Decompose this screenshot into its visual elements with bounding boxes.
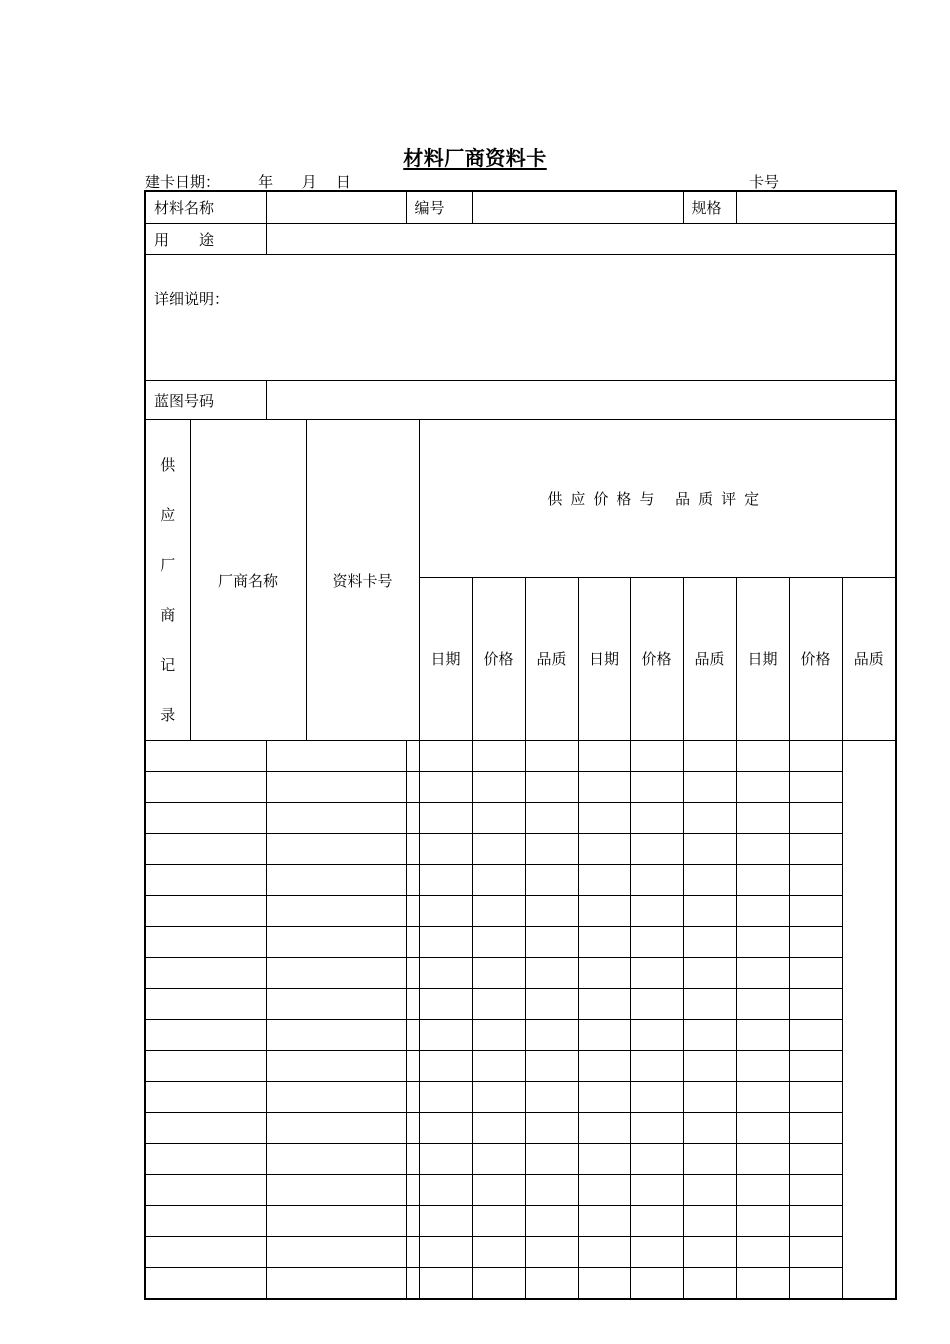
table-cell[interactable] [578, 1113, 630, 1144]
table-cell[interactable] [472, 1237, 525, 1268]
table-cell[interactable] [736, 1175, 789, 1206]
code-label: 编号 [406, 191, 472, 224]
supplier-records-body [145, 741, 896, 1300]
table-cell[interactable] [406, 1268, 419, 1300]
table-cell[interactable] [419, 803, 472, 834]
table-cell[interactable] [406, 803, 419, 834]
supplier-records-side-label: 供 应 厂 商 记 录 [145, 420, 190, 741]
table-row [145, 1020, 896, 1051]
table-cell[interactable] [145, 1113, 266, 1144]
table-cell[interactable] [145, 1175, 266, 1206]
table-cell[interactable] [145, 958, 266, 989]
table-cell[interactable] [683, 989, 736, 1020]
table-cell[interactable] [630, 1268, 683, 1300]
table-cell[interactable] [736, 1206, 789, 1237]
table-cell[interactable] [266, 1113, 406, 1144]
table-cell[interactable] [266, 927, 406, 958]
table-cell[interactable] [406, 1175, 419, 1206]
table-cell[interactable] [419, 1175, 472, 1206]
detail-label: 详细说明： [154, 290, 230, 308]
table-cell[interactable] [736, 741, 789, 772]
table-row [145, 896, 896, 927]
table-cell[interactable] [789, 1020, 842, 1051]
table-cell[interactable] [789, 896, 842, 927]
table-cell[interactable] [578, 958, 630, 989]
table-cell[interactable] [145, 1082, 266, 1113]
table-cell[interactable] [419, 1020, 472, 1051]
table-cell[interactable] [145, 772, 266, 803]
table-cell[interactable] [736, 865, 789, 896]
table-cell[interactable] [145, 1051, 266, 1082]
table-cell[interactable] [406, 1206, 419, 1237]
table-cell[interactable] [266, 834, 406, 865]
table-cell[interactable] [525, 1113, 578, 1144]
table-cell[interactable] [630, 927, 683, 958]
table-row [145, 1144, 896, 1175]
sub-header-quality-2: 品质 [683, 577, 736, 740]
table-cell[interactable] [736, 834, 789, 865]
table-cell[interactable] [736, 1082, 789, 1113]
table-cell[interactable] [789, 1206, 842, 1237]
table-cell[interactable] [472, 1020, 525, 1051]
table-cell[interactable] [789, 927, 842, 958]
table-cell[interactable] [406, 1051, 419, 1082]
table-cell[interactable] [630, 958, 683, 989]
table-cell[interactable] [578, 834, 630, 865]
table-cell[interactable] [419, 1113, 472, 1144]
table-cell[interactable] [145, 1020, 266, 1051]
table-cell[interactable] [472, 1082, 525, 1113]
sub-header-quality-1: 品质 [525, 577, 578, 740]
table-cell[interactable] [736, 1144, 789, 1175]
table-cell[interactable] [683, 1175, 736, 1206]
material-vendor-card [144, 190, 897, 1300]
table-cell[interactable] [525, 1175, 578, 1206]
table-cell[interactable] [472, 958, 525, 989]
table-cell[interactable] [525, 1082, 578, 1113]
table-cell[interactable] [419, 958, 472, 989]
table-cell[interactable] [630, 772, 683, 803]
table-row [145, 741, 896, 772]
table-cell[interactable] [472, 989, 525, 1020]
sub-header-price-1: 价格 [472, 577, 525, 740]
table-cell[interactable] [630, 1082, 683, 1113]
table-cell[interactable] [525, 896, 578, 927]
sub-header-price-3: 价格 [789, 577, 842, 740]
table-cell[interactable] [472, 1051, 525, 1082]
card-number-header: 资料卡号 [306, 420, 419, 741]
table-cell[interactable] [145, 1144, 266, 1175]
table-row [145, 1175, 896, 1206]
usage-field[interactable] [266, 224, 896, 255]
table-cell[interactable] [525, 989, 578, 1020]
build-date-label: 建卡日期： [145, 173, 221, 191]
table-cell[interactable] [472, 896, 525, 927]
table-row [145, 1082, 896, 1113]
table-cell[interactable] [578, 1206, 630, 1237]
table-cell[interactable] [266, 1082, 406, 1113]
table-row [145, 834, 896, 865]
table-cell[interactable] [630, 896, 683, 927]
table-cell[interactable] [578, 927, 630, 958]
build-date-line [145, 171, 351, 192]
table-cell[interactable] [683, 1206, 736, 1237]
table-cell[interactable] [683, 1051, 736, 1082]
table-cell[interactable] [145, 865, 266, 896]
blueprint-field[interactable] [266, 381, 896, 420]
table-cell[interactable] [736, 989, 789, 1020]
table-cell[interactable] [419, 1051, 472, 1082]
table-cell[interactable] [525, 741, 578, 772]
code-field[interactable] [472, 191, 683, 224]
table-cell[interactable] [789, 1237, 842, 1268]
table-cell[interactable] [578, 1268, 630, 1300]
table-cell[interactable] [406, 1082, 419, 1113]
table-cell[interactable] [578, 772, 630, 803]
table-cell[interactable] [789, 865, 842, 896]
table-cell[interactable] [419, 772, 472, 803]
table-cell[interactable] [266, 958, 406, 989]
table-cell[interactable] [578, 1237, 630, 1268]
table-cell[interactable] [419, 741, 472, 772]
table-cell[interactable] [145, 989, 266, 1020]
table-cell[interactable] [683, 927, 736, 958]
table-cell[interactable] [683, 1082, 736, 1113]
table-cell[interactable] [789, 989, 842, 1020]
table-cell[interactable] [145, 834, 266, 865]
table-cell[interactable] [789, 1113, 842, 1144]
table-cell[interactable] [578, 741, 630, 772]
table-cell[interactable] [525, 1206, 578, 1237]
table-cell[interactable] [406, 927, 419, 958]
table-cell[interactable] [578, 803, 630, 834]
table-cell[interactable] [472, 741, 525, 772]
table-cell[interactable] [630, 741, 683, 772]
table-cell[interactable] [630, 989, 683, 1020]
table-cell[interactable] [578, 989, 630, 1020]
table-cell[interactable] [630, 1051, 683, 1082]
table-cell[interactable] [419, 1206, 472, 1237]
table-row [145, 865, 896, 896]
table-cell[interactable] [630, 1175, 683, 1206]
table-cell[interactable] [419, 989, 472, 1020]
table-cell[interactable] [406, 834, 419, 865]
table-cell[interactable] [472, 1206, 525, 1237]
table-cell[interactable] [736, 927, 789, 958]
table-cell[interactable] [525, 1268, 578, 1300]
usage-label: 用 途 [145, 224, 266, 255]
table-cell[interactable] [419, 1268, 472, 1300]
table-cell[interactable] [419, 865, 472, 896]
table-cell[interactable] [419, 1237, 472, 1268]
table-cell[interactable] [736, 1113, 789, 1144]
table-cell[interactable] [406, 989, 419, 1020]
table-cell[interactable] [525, 958, 578, 989]
table-cell[interactable] [266, 1237, 406, 1268]
table-cell[interactable] [266, 1206, 406, 1237]
table-cell[interactable] [145, 1237, 266, 1268]
vendor-name-header: 厂商名称 [190, 420, 306, 741]
table-cell[interactable] [525, 865, 578, 896]
table-row [145, 1268, 896, 1300]
table-cell[interactable] [736, 1020, 789, 1051]
table-cell[interactable] [419, 834, 472, 865]
table-cell[interactable] [145, 927, 266, 958]
card-number-label: 卡号 [749, 173, 780, 191]
detail-description[interactable] [145, 255, 896, 381]
table-cell[interactable] [578, 1175, 630, 1206]
table-cell[interactable] [419, 927, 472, 958]
table-row [145, 1113, 896, 1144]
table-cell[interactable] [266, 1051, 406, 1082]
table-row [145, 1237, 896, 1268]
table-cell[interactable] [789, 772, 842, 803]
sub-header-date-2: 日期 [578, 577, 630, 740]
table-cell[interactable] [789, 958, 842, 989]
table-cell[interactable] [525, 927, 578, 958]
table-cell[interactable] [525, 1237, 578, 1268]
table-cell[interactable] [406, 865, 419, 896]
table-cell[interactable] [578, 1144, 630, 1175]
table-cell[interactable] [419, 1082, 472, 1113]
table-cell[interactable] [525, 803, 578, 834]
spec-field[interactable] [736, 191, 896, 224]
table-cell[interactable] [266, 1175, 406, 1206]
table-cell[interactable] [683, 1113, 736, 1144]
table-cell[interactable] [419, 1144, 472, 1175]
table-cell[interactable] [472, 1113, 525, 1144]
table-cell[interactable] [789, 834, 842, 865]
table-cell[interactable] [630, 834, 683, 865]
table-cell[interactable] [472, 1144, 525, 1175]
table-cell[interactable] [683, 741, 736, 772]
table-cell[interactable] [736, 1237, 789, 1268]
table-cell[interactable] [789, 1082, 842, 1113]
table-cell[interactable] [578, 896, 630, 927]
sub-header-quality-3: 品质 [842, 577, 896, 740]
table-cell[interactable] [789, 1175, 842, 1206]
material-name-field[interactable] [266, 191, 406, 224]
table-cell[interactable] [683, 865, 736, 896]
table-cell[interactable] [406, 1113, 419, 1144]
table-cell[interactable] [525, 1051, 578, 1082]
table-cell[interactable] [266, 772, 406, 803]
table-cell[interactable] [630, 1113, 683, 1144]
table-cell[interactable] [525, 1144, 578, 1175]
table-cell[interactable] [630, 865, 683, 896]
table-cell[interactable] [683, 1268, 736, 1300]
table-row [145, 803, 896, 834]
price-quality-header: 供应价格与 品质评定 [419, 420, 896, 578]
table-cell[interactable] [789, 1268, 842, 1300]
table-cell[interactable] [736, 772, 789, 803]
table-cell[interactable] [736, 1268, 789, 1300]
table-cell[interactable] [266, 803, 406, 834]
table-cell[interactable] [472, 1175, 525, 1206]
table-cell[interactable] [525, 1020, 578, 1051]
table-cell[interactable] [145, 741, 266, 772]
table-row [145, 927, 896, 958]
table-row [145, 772, 896, 803]
table-cell[interactable] [789, 1051, 842, 1082]
table-cell[interactable] [789, 803, 842, 834]
table-cell[interactable] [266, 1020, 406, 1051]
table-cell[interactable] [406, 772, 419, 803]
table-cell[interactable] [406, 1020, 419, 1051]
table-cell[interactable] [472, 772, 525, 803]
table-cell[interactable] [525, 834, 578, 865]
table-cell[interactable] [630, 1237, 683, 1268]
table-cell[interactable] [683, 772, 736, 803]
table-cell[interactable] [578, 1051, 630, 1082]
table-cell[interactable] [406, 1237, 419, 1268]
table-cell[interactable] [145, 803, 266, 834]
table-cell[interactable] [266, 896, 406, 927]
page-title: 材料厂商资料卡 [403, 146, 547, 170]
table-cell[interactable] [736, 896, 789, 927]
table-row [145, 1206, 896, 1237]
table-cell[interactable] [266, 741, 406, 772]
table-cell[interactable] [736, 1051, 789, 1082]
table-cell[interactable] [266, 989, 406, 1020]
blueprint-label: 蓝图号码 [145, 381, 266, 420]
table-cell[interactable] [630, 803, 683, 834]
table-cell[interactable] [145, 896, 266, 927]
table-cell[interactable] [630, 1206, 683, 1237]
table-cell[interactable] [406, 1144, 419, 1175]
table-cell[interactable] [683, 834, 736, 865]
day-label: 日 [335, 173, 351, 191]
table-cell[interactable] [472, 803, 525, 834]
table-cell[interactable] [630, 1020, 683, 1051]
table-cell[interactable] [789, 741, 842, 772]
table-cell[interactable] [472, 865, 525, 896]
table-row [145, 989, 896, 1020]
table-cell[interactable] [266, 1268, 406, 1300]
table-cell[interactable] [406, 896, 419, 927]
table-cell[interactable] [683, 896, 736, 927]
table-cell[interactable] [266, 1144, 406, 1175]
table-cell[interactable] [683, 803, 736, 834]
table-cell[interactable] [145, 1206, 266, 1237]
table-cell[interactable] [525, 772, 578, 803]
table-cell[interactable] [578, 1082, 630, 1113]
table-row [145, 958, 896, 989]
table-cell[interactable] [789, 1144, 842, 1175]
sub-header-date-3: 日期 [736, 577, 789, 740]
material-name-label: 材料名称 [145, 191, 266, 224]
table-cell[interactable] [472, 1268, 525, 1300]
table-cell[interactable] [145, 1268, 266, 1300]
table-cell[interactable] [406, 741, 419, 772]
table-row [145, 1051, 896, 1082]
table-cell[interactable] [406, 958, 419, 989]
spec-label: 规格 [683, 191, 736, 224]
table-cell[interactable] [419, 896, 472, 927]
sub-header-date-1: 日期 [419, 577, 472, 740]
table-cell[interactable] [266, 865, 406, 896]
table-cell[interactable] [630, 1144, 683, 1175]
table-cell[interactable] [472, 927, 525, 958]
table-cell[interactable] [683, 1237, 736, 1268]
sub-header-price-2: 价格 [630, 577, 683, 740]
month-label: 月 [301, 173, 317, 191]
table-cell[interactable] [736, 958, 789, 989]
table-cell[interactable] [578, 865, 630, 896]
table-cell[interactable] [472, 834, 525, 865]
table-cell[interactable] [683, 1020, 736, 1051]
table-cell[interactable] [683, 1144, 736, 1175]
table-cell[interactable] [683, 958, 736, 989]
year-label: 年 [258, 173, 274, 191]
table-cell[interactable] [578, 1020, 630, 1051]
table-cell[interactable] [736, 803, 789, 834]
